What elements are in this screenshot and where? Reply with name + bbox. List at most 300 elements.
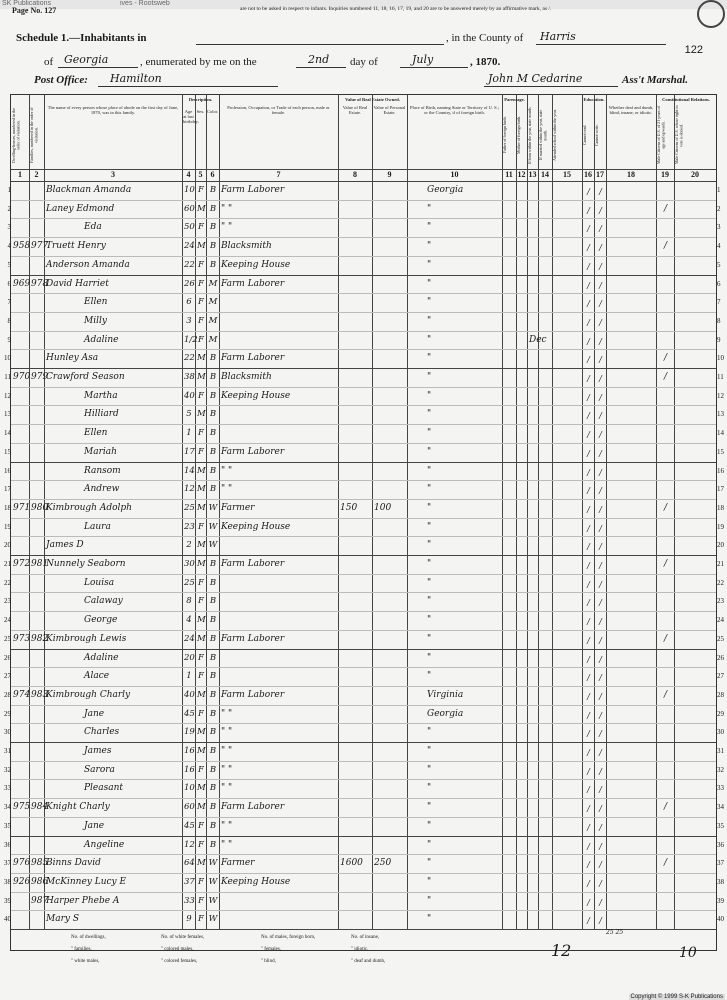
cell-birth: " bbox=[427, 615, 432, 626]
line-number-right: 5 bbox=[717, 260, 721, 269]
cell-color: B bbox=[209, 446, 217, 457]
post-office-value: Hamilton bbox=[110, 72, 162, 85]
cell-age: 64 bbox=[184, 858, 195, 869]
cell-age: 1 bbox=[186, 428, 192, 439]
archive-label: ives - Rootsweb bbox=[120, 0, 170, 7]
check-mark: / bbox=[587, 691, 590, 701]
cell-color: B bbox=[209, 372, 217, 382]
line-number: 14 bbox=[4, 429, 11, 438]
line-number: 2 bbox=[7, 204, 11, 213]
footer-families: " families, bbox=[71, 947, 92, 952]
cell-name: Kimbrough Charly bbox=[46, 689, 131, 700]
line-number: 26 bbox=[4, 653, 11, 662]
check-mark: / bbox=[599, 785, 602, 795]
cell-name: David Harriet bbox=[46, 278, 109, 289]
cell-birth: " bbox=[427, 633, 432, 644]
cell-dw: 976 bbox=[13, 858, 31, 869]
cell-birth: " bbox=[427, 259, 432, 270]
column-header: Profession, Occupation, or Trade of each person, male or female. bbox=[227, 105, 330, 115]
cell-age: 33 bbox=[184, 895, 195, 906]
line-number: 13 bbox=[4, 410, 11, 419]
cell-color: B bbox=[209, 241, 217, 252]
cell-sex: F bbox=[198, 914, 204, 925]
cell-age: 50 bbox=[184, 222, 195, 233]
cell-color: B bbox=[209, 783, 217, 794]
cell-name: Angeline bbox=[84, 839, 125, 850]
cell-birth: " bbox=[427, 334, 432, 345]
check-mark: / bbox=[587, 336, 590, 346]
footer-insane: No. of insane, bbox=[351, 935, 380, 940]
footer-females: " females, bbox=[261, 947, 282, 952]
cell-pers: 250 bbox=[374, 858, 392, 869]
cell-age: 26 bbox=[184, 278, 195, 289]
cell-color: B bbox=[209, 185, 217, 195]
column-header: Male Citizens of U.S. of 21 years of age and upwards. bbox=[656, 106, 666, 164]
check-mark: / bbox=[599, 748, 602, 757]
line-number: 16 bbox=[4, 466, 11, 475]
cell-name: James D bbox=[46, 540, 84, 551]
check-mark: / bbox=[599, 411, 602, 421]
cell-age: 45 bbox=[184, 708, 195, 719]
cell-c19: / bbox=[663, 858, 668, 869]
cell-age: 12 bbox=[184, 839, 195, 850]
line-number: 25 bbox=[4, 634, 11, 643]
check-mark: / bbox=[587, 729, 590, 739]
cell-fam: 984 bbox=[31, 802, 49, 813]
line-number-right: 30 bbox=[717, 728, 724, 737]
check-mark: / bbox=[599, 916, 602, 926]
footer-white_males: " white males, bbox=[71, 959, 100, 964]
line-number-right: 35 bbox=[717, 821, 724, 830]
cell-color: B bbox=[209, 802, 217, 813]
cell-age: 2 bbox=[186, 540, 192, 551]
cell-color: B bbox=[209, 465, 217, 476]
column-divider bbox=[338, 95, 339, 929]
cell-color: B bbox=[209, 559, 217, 569]
publisher-label: SK Publications bbox=[2, 0, 52, 7]
line-number: 12 bbox=[4, 391, 11, 400]
enumerated-label: , enumerated by me on the bbox=[140, 56, 257, 68]
day-of-label: day of bbox=[350, 56, 378, 68]
cell-name: McKinney Lucy E bbox=[46, 876, 127, 887]
cell-dw: 973 bbox=[13, 633, 31, 644]
cell-name: Alace bbox=[84, 671, 110, 682]
cell-age: 14 bbox=[184, 465, 195, 476]
check-mark: / bbox=[599, 205, 602, 215]
check-mark: / bbox=[599, 598, 602, 608]
cell-name: Adaline bbox=[84, 652, 119, 663]
cell-name: Jane bbox=[84, 708, 105, 719]
group-header-constitutional: Constitutional Relations. bbox=[662, 97, 710, 102]
cell-sex: F bbox=[198, 839, 204, 850]
cell-age: 1 bbox=[186, 671, 192, 682]
column-number: 19 bbox=[661, 170, 669, 179]
cell-fam: 978 bbox=[31, 278, 49, 289]
copyright-notice: Copyright © 1999 S-K Publications bbox=[630, 994, 723, 1000]
post-office-underline bbox=[98, 86, 278, 87]
check-mark: / bbox=[599, 617, 602, 627]
cell-name: Ellen bbox=[84, 428, 108, 439]
check-mark: / bbox=[599, 523, 602, 533]
cell-color: B bbox=[209, 633, 217, 644]
check-mark: / bbox=[587, 579, 590, 589]
column-header: Sex. bbox=[196, 109, 205, 114]
cell-age: 4 bbox=[186, 615, 192, 626]
check-mark: / bbox=[599, 486, 602, 496]
cell-occ: " " bbox=[221, 727, 233, 738]
line-number: 37 bbox=[4, 859, 11, 868]
cell-sex: F bbox=[198, 428, 204, 439]
line-number: 5 bbox=[7, 260, 11, 269]
cell-dw: 972 bbox=[13, 559, 31, 569]
check-mark: / bbox=[599, 430, 602, 440]
line-number: 21 bbox=[4, 560, 11, 568]
cell-birth: Georgia bbox=[427, 708, 464, 719]
cell-age: 22 bbox=[184, 259, 195, 270]
cell-age: 16 bbox=[184, 746, 195, 756]
cell-occ: " " bbox=[221, 465, 233, 476]
cell-birth: " bbox=[427, 652, 432, 663]
line-number-right: 23 bbox=[717, 597, 724, 606]
cell-name: Laura bbox=[84, 521, 111, 532]
cell-occ: " " bbox=[221, 708, 233, 719]
seal-stamp bbox=[697, 0, 725, 28]
check-mark: / bbox=[599, 561, 602, 570]
cell-dw: 926 bbox=[13, 876, 31, 887]
cell-occ: Farm Laborer bbox=[221, 559, 285, 569]
column-header: If married within the year, state month. bbox=[538, 109, 548, 161]
cell-birth: " bbox=[427, 203, 432, 214]
line-number: 4 bbox=[7, 242, 11, 251]
cell-occ: Farm Laborer bbox=[221, 185, 285, 195]
column-header: Color. bbox=[207, 109, 219, 114]
check-mark: / bbox=[599, 336, 602, 346]
line-number-right: 14 bbox=[717, 429, 724, 438]
cell-name: Ransom bbox=[84, 465, 121, 476]
cell-c19: / bbox=[663, 559, 668, 569]
cell-age: 19 bbox=[184, 727, 195, 738]
column-header: Value of Real Estate. bbox=[342, 105, 368, 115]
day-value: 2nd bbox=[308, 53, 330, 66]
cell-sex: M bbox=[197, 559, 206, 569]
cell-age: 38 bbox=[184, 372, 195, 382]
line-number-right: 2 bbox=[717, 204, 721, 213]
cell-sex: M bbox=[197, 241, 206, 252]
line-number: 39 bbox=[4, 896, 11, 905]
check-mark: / bbox=[599, 804, 602, 814]
cell-occ: " " bbox=[221, 783, 233, 794]
cell-color: B bbox=[209, 596, 217, 607]
column-divider bbox=[407, 95, 408, 929]
line-number: 11 bbox=[4, 373, 11, 381]
column-number: 18 bbox=[627, 170, 635, 179]
cell-age: 40 bbox=[184, 390, 195, 401]
cell-birth: " bbox=[427, 577, 432, 588]
cell-occ: Keeping House bbox=[221, 390, 291, 401]
cell-sex: F bbox=[198, 596, 204, 607]
column-header: Families, numbered in the order of visitation. bbox=[29, 107, 39, 163]
check-mark: / bbox=[599, 878, 602, 888]
cell-c19: / bbox=[663, 802, 668, 813]
check-mark: / bbox=[587, 205, 590, 215]
cell-name: Crawford Season bbox=[46, 372, 125, 382]
marshal-name: John M Cedarine bbox=[488, 72, 583, 85]
column-header: Mother of foreign birth. bbox=[516, 115, 521, 155]
cell-birth: " bbox=[427, 671, 432, 682]
column-number: 8 bbox=[353, 170, 357, 179]
line-number-right: 34 bbox=[717, 803, 724, 812]
cell-birth: " bbox=[427, 895, 432, 906]
line-number: 38 bbox=[4, 877, 11, 886]
cell-color: B bbox=[209, 428, 217, 439]
cell-name: Ellen bbox=[84, 297, 108, 308]
column-number: 7 bbox=[276, 170, 281, 179]
cell-name: Jane bbox=[84, 820, 105, 831]
cell-name: Milly bbox=[84, 315, 107, 326]
column-divider bbox=[582, 95, 583, 929]
check-mark: / bbox=[599, 673, 602, 683]
census-table bbox=[4, 94, 724, 964]
check-mark: / bbox=[587, 804, 590, 814]
cell-sex: M bbox=[197, 615, 206, 626]
cell-age: 25 bbox=[184, 577, 195, 588]
line-number-right: 15 bbox=[717, 447, 724, 456]
cell-age: 10 bbox=[184, 783, 195, 794]
line-number: 9 bbox=[7, 335, 11, 344]
cell-fam: 977 bbox=[31, 241, 49, 252]
cell-name: Knight Charly bbox=[46, 802, 110, 813]
cell-name: Louisa bbox=[84, 577, 115, 588]
cell-age: 22 bbox=[184, 353, 195, 364]
cell-name: Binns David bbox=[46, 858, 101, 869]
cell-sex: F bbox=[198, 315, 204, 326]
cell-dw: 958 bbox=[13, 241, 31, 252]
line-number: 19 bbox=[4, 522, 11, 531]
footer-deaf: " deaf and dumb, bbox=[351, 959, 386, 964]
cell-name: Adaline bbox=[84, 334, 119, 345]
cell-name: Sarora bbox=[84, 764, 115, 775]
cell-color: B bbox=[209, 764, 217, 775]
check-mark: / bbox=[599, 355, 602, 365]
line-number-right: 37 bbox=[717, 859, 724, 868]
check-mark: / bbox=[587, 822, 590, 832]
check-mark: / bbox=[587, 187, 590, 196]
cell-birth: Georgia bbox=[427, 185, 464, 195]
check-mark: / bbox=[599, 766, 602, 776]
page-label: Page No. 127 bbox=[12, 6, 57, 15]
month-underline bbox=[400, 67, 468, 68]
line-number-right: 39 bbox=[717, 896, 724, 905]
column-number: 15 bbox=[563, 170, 571, 179]
cell-name: Eda bbox=[84, 222, 102, 233]
column-header: Cannot write. bbox=[594, 124, 599, 146]
line-number: 10 bbox=[4, 354, 11, 363]
cell-name: Andrew bbox=[84, 484, 120, 495]
line-number: 6 bbox=[7, 279, 11, 288]
cell-birth: " bbox=[427, 241, 432, 252]
cell-name: James bbox=[84, 746, 112, 756]
cell-c19: / bbox=[663, 689, 668, 700]
cell-sex: F bbox=[198, 334, 204, 345]
check-mark: / bbox=[599, 243, 602, 253]
cell-color: B bbox=[209, 746, 217, 756]
tally-mark: 10 bbox=[679, 945, 697, 961]
cell-age: 9 bbox=[186, 914, 192, 925]
line-number-right: 21 bbox=[717, 560, 724, 568]
tally-small: 25 25 bbox=[606, 929, 624, 936]
day-underline bbox=[296, 67, 346, 68]
cell-color: B bbox=[209, 577, 217, 588]
cell-color: W bbox=[208, 895, 218, 906]
cell-occ: Keeping House bbox=[221, 259, 291, 270]
column-number: 4 bbox=[186, 170, 191, 179]
cell-color: B bbox=[209, 222, 217, 233]
cell-sex: F bbox=[198, 278, 204, 289]
column-number: 11 bbox=[505, 170, 513, 179]
cell-color: B bbox=[209, 615, 217, 626]
line-number: 36 bbox=[4, 840, 11, 849]
cell-birth: " bbox=[427, 428, 432, 439]
check-mark: / bbox=[587, 635, 590, 645]
cell-occ: Farm Laborer bbox=[221, 689, 285, 700]
cell-c19: / bbox=[663, 241, 668, 252]
cell-sex: M bbox=[197, 484, 206, 495]
line-number-right: 29 bbox=[717, 709, 724, 718]
column-number: 5 bbox=[198, 170, 203, 179]
check-mark: / bbox=[599, 729, 602, 739]
column-divider bbox=[656, 95, 657, 929]
cell-sex: F bbox=[198, 521, 204, 532]
line-number-right: 26 bbox=[717, 653, 724, 662]
line-number-right: 22 bbox=[717, 578, 724, 587]
line-number: 30 bbox=[4, 728, 11, 737]
cell-birth: " bbox=[427, 484, 432, 495]
cell-age: 37 bbox=[184, 876, 195, 887]
check-mark: / bbox=[587, 878, 590, 888]
cell-c19: / bbox=[663, 502, 668, 513]
check-mark: / bbox=[587, 561, 590, 570]
column-header: Attended school within the year. bbox=[552, 109, 557, 161]
check-mark: / bbox=[599, 261, 602, 271]
cell-sex: M bbox=[197, 502, 206, 513]
cell-sex: F bbox=[198, 390, 204, 401]
cell-age: 24 bbox=[184, 241, 195, 252]
column-header: Place of Birth, naming State or Territory of U. S.; or the Country, if of foreign birth. bbox=[409, 105, 500, 115]
cell-sex: F bbox=[198, 446, 204, 457]
line-number-right: 7 bbox=[717, 298, 721, 307]
group-header-description: Description. bbox=[188, 97, 213, 102]
cell-birth: " bbox=[427, 540, 432, 551]
cell-birth: " bbox=[427, 802, 432, 813]
cell-color: B bbox=[209, 652, 217, 663]
cell-name: Blackman Amanda bbox=[46, 185, 132, 195]
cell-sex: F bbox=[198, 895, 204, 906]
cell-sex: F bbox=[198, 876, 204, 887]
line-number-right: 9 bbox=[717, 335, 721, 344]
column-number: 20 bbox=[691, 170, 699, 179]
check-mark: / bbox=[587, 654, 590, 664]
check-mark: / bbox=[587, 243, 590, 253]
check-mark: / bbox=[587, 430, 590, 440]
cell-sex: M bbox=[197, 746, 206, 756]
cell-name: Martha bbox=[84, 390, 118, 401]
cell-name: Mariah bbox=[84, 446, 117, 457]
cell-birth: " bbox=[427, 764, 432, 775]
cell-occ: Farm Laborer bbox=[221, 353, 285, 364]
check-mark: / bbox=[587, 673, 590, 683]
column-number: 6 bbox=[210, 170, 215, 179]
inhabitants-underline bbox=[196, 44, 444, 45]
cell-sex: M bbox=[197, 409, 206, 420]
cell-occ: Farmer bbox=[221, 502, 255, 513]
check-mark: / bbox=[587, 374, 590, 383]
cell-age: 20 bbox=[184, 652, 195, 663]
cell-birth: " bbox=[427, 596, 432, 607]
footer-colored_males: " colored males, bbox=[161, 947, 194, 952]
check-mark: / bbox=[599, 448, 602, 458]
month-value: July bbox=[412, 53, 434, 66]
cell-fam: 982 bbox=[31, 633, 49, 644]
marshal-label: Ass't Marshal. bbox=[622, 74, 689, 86]
cell-dw: 971 bbox=[13, 502, 31, 513]
check-mark: / bbox=[599, 187, 602, 196]
post-office-label: Post Office: bbox=[34, 74, 88, 86]
check-mark: / bbox=[587, 411, 590, 421]
cell-color: M bbox=[208, 297, 218, 308]
cell-occ: Farmer bbox=[221, 858, 255, 869]
cell-birth: " bbox=[427, 783, 432, 794]
cell-age: 45 bbox=[184, 820, 195, 831]
cell-birth: " bbox=[427, 465, 432, 476]
check-mark: / bbox=[599, 542, 602, 552]
cell-birth: " bbox=[427, 409, 432, 420]
line-number: 3 bbox=[7, 223, 11, 232]
schedule-title: Schedule 1.—Inhabitants in bbox=[16, 32, 147, 44]
check-mark: / bbox=[599, 280, 602, 290]
check-mark: / bbox=[587, 542, 590, 552]
cell-occ: Farm Laborer bbox=[221, 633, 285, 644]
line-number: 20 bbox=[4, 541, 11, 550]
line-number-right: 36 bbox=[717, 840, 724, 849]
cell-color: M bbox=[208, 334, 218, 345]
cell-occ: Farm Laborer bbox=[221, 446, 285, 457]
cell-age: 24 bbox=[184, 633, 195, 644]
cell-color: M bbox=[208, 315, 218, 326]
cell-dw: 969 bbox=[13, 278, 31, 289]
check-mark: / bbox=[599, 841, 602, 851]
check-mark: / bbox=[587, 224, 590, 234]
cell-color: B bbox=[209, 353, 217, 364]
cell-fam: 985 bbox=[31, 858, 49, 869]
line-number-right: 1 bbox=[717, 186, 721, 194]
line-number-right: 10 bbox=[717, 354, 724, 363]
check-mark: / bbox=[599, 654, 602, 664]
cell-name: Truett Henry bbox=[46, 241, 106, 252]
cell-age: 1/2 bbox=[184, 334, 198, 345]
cell-sex: F bbox=[198, 820, 204, 831]
check-mark: / bbox=[587, 355, 590, 365]
cell-occ: Farm Laborer bbox=[221, 802, 285, 813]
check-mark: / bbox=[587, 486, 590, 496]
line-number: 27 bbox=[4, 672, 11, 681]
line-number-right: 19 bbox=[717, 522, 724, 531]
column-divider bbox=[372, 95, 373, 929]
column-header: Whether deaf and dumb, blind, insane, or idiotic. bbox=[608, 105, 654, 115]
cell-birth: " bbox=[427, 727, 432, 738]
cell-occ: Keeping House bbox=[221, 876, 291, 887]
column-number: 10 bbox=[450, 170, 459, 179]
check-mark: / bbox=[587, 617, 590, 627]
